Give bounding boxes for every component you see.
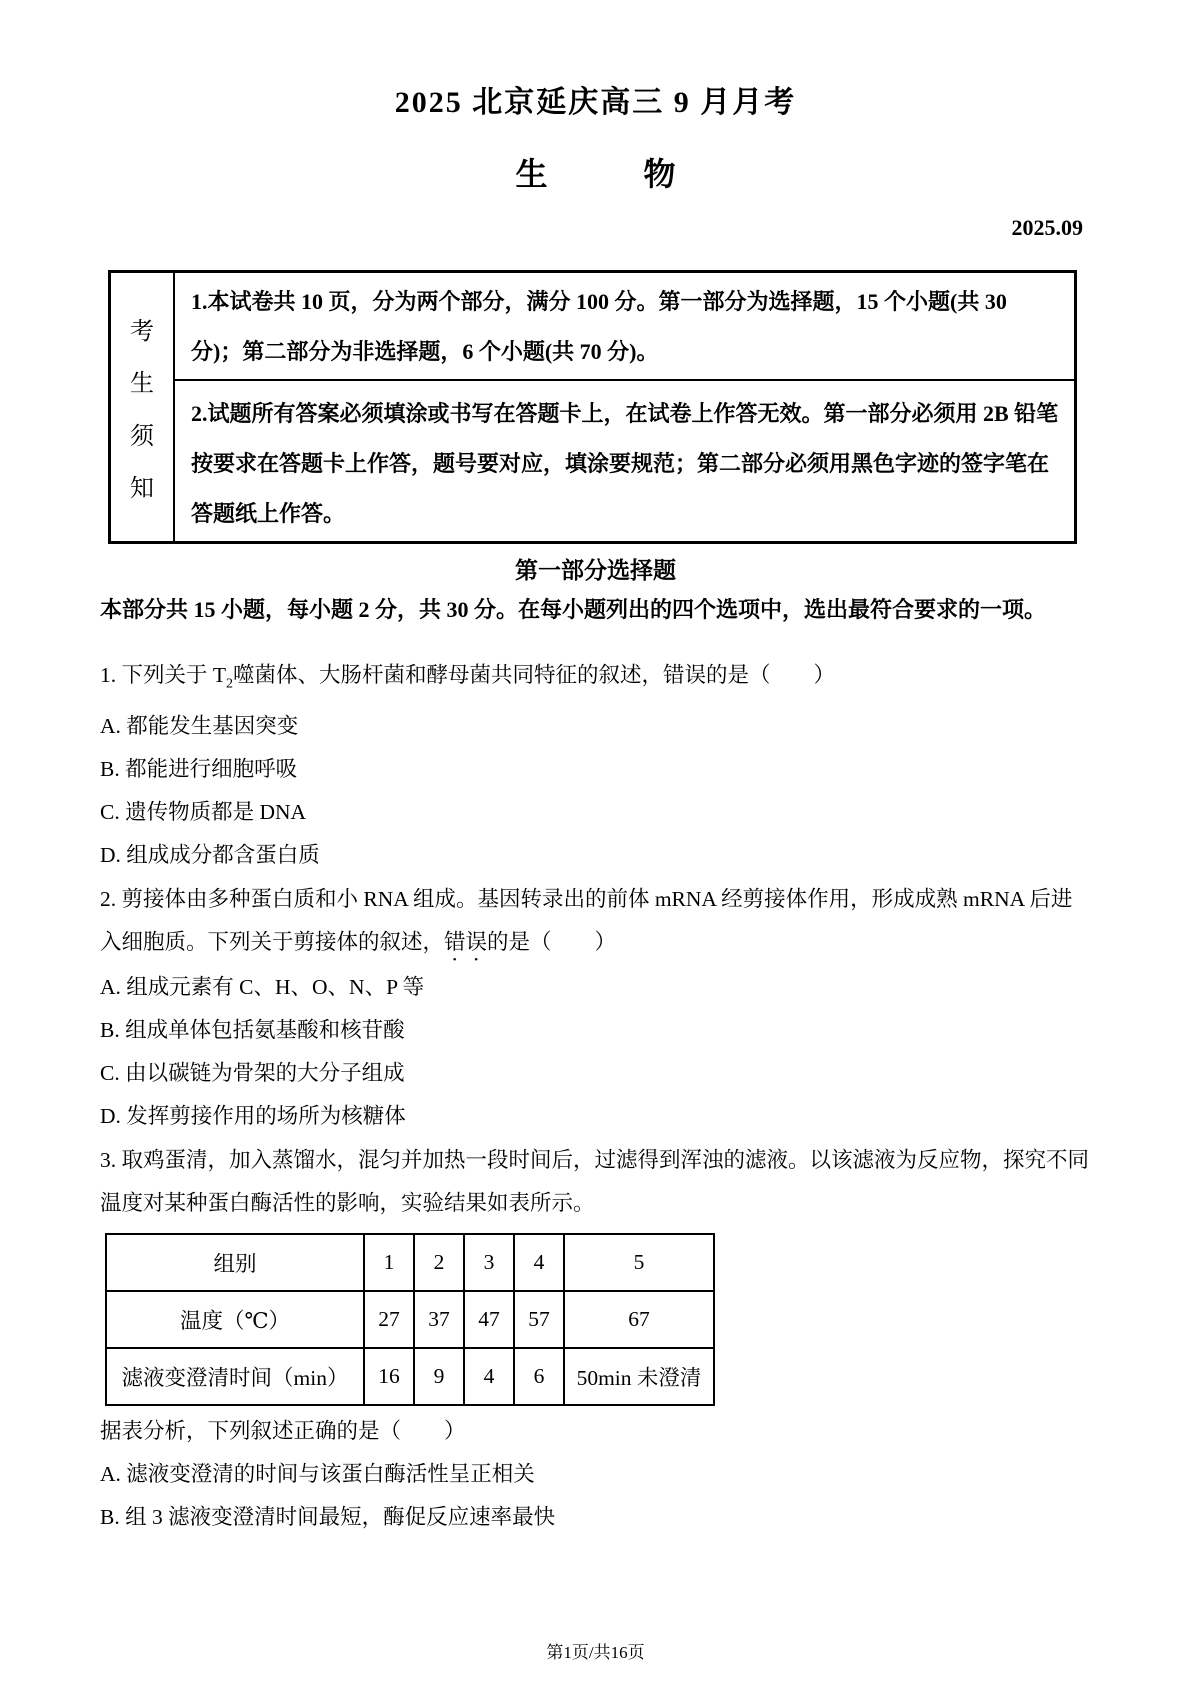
table-cell: 1: [364, 1234, 414, 1291]
footer-page-number: 第1页/共16页: [546, 1643, 645, 1662]
table-cell: 5: [564, 1234, 714, 1291]
table-cell: 4: [514, 1234, 564, 1291]
q2-stem-emphasized-text: 错误: [444, 930, 488, 955]
q1-option-a: A. 都能发生基因突变: [100, 714, 299, 739]
part1-heading: 第一部分选择题: [515, 558, 676, 583]
q1-option-c: C. 遗传物质都是 DNA: [100, 800, 307, 825]
table-cell: 3: [464, 1234, 514, 1291]
q2-stem-text: 2. 剪接体由多种蛋白质和小 RNA 组成。基因转录出的前体 mRNA 经剪接体作用，形成成熟 mRNA 后进入细胞质。下列关于剪接体的叙述，: [100, 887, 1073, 955]
question-3-stem: 3. 取鸡蛋清，加入蒸馏水，混匀并加热一段时间后，过滤得到浑浊的滤液。以该滤液为反应物，探究不同温度对某种蛋白酶活性的影响，实验结果如表所示。: [100, 1148, 1090, 1216]
table-cell: 37: [414, 1291, 464, 1348]
notice-side-char: 生: [130, 371, 154, 398]
q1-option-d: D. 组成成分都含蛋白质: [100, 843, 320, 868]
notice-main: [175, 273, 1074, 541]
notice-item-1: 1.本试卷共 10 页，分为两个部分，满分 100 分。第一部分为选择题，15 个小题(共 30 分)；第二部分为非选择题，6 个小题(共 70 分)。: [175, 273, 1074, 381]
q1-option-b: B. 都能进行细胞呼吸: [100, 757, 298, 782]
q1-stem-text: 噬菌体、大肠杆菌和酵母菌共同特征的叙述，错误的是（ ）: [233, 663, 836, 687]
subject-title: [100, 154, 1091, 194]
q3-option-a: A. 滤液变澄清的时间与该蛋白酶活性呈正相关: [100, 1462, 535, 1487]
q2-option-a: A. 组成元素有 C、H、O、N、P 等: [100, 975, 425, 1000]
notice-side-char: 考: [130, 318, 154, 345]
q2-option-c: C. 由以碳链为骨架的大分子组成: [100, 1061, 405, 1086]
question-2-stem: [100, 878, 1091, 966]
q2-option-b: B. 组成单体包括氨基酸和核苷酸: [100, 1018, 405, 1043]
q2-option-d: D. 发挥剪接作用的场所为核糖体: [100, 1104, 406, 1129]
table-cell: 27: [364, 1291, 414, 1348]
table-row-group: [106, 1234, 714, 1291]
table-cell: 4: [464, 1348, 514, 1405]
results-table: [105, 1233, 715, 1406]
notice-side-label: [111, 273, 175, 541]
table-cell: 50min 未澄清: [564, 1348, 714, 1405]
subject-char-right: 物: [643, 156, 676, 192]
table-cell: 组别: [106, 1234, 364, 1291]
q1-stem-text: 1. 下列关于 T: [100, 663, 227, 687]
part1-intro: 本部分共 15 小题，每小题 2 分，共 30 分。在每小题列出的四个选项中，选出最符合要求的一项。: [100, 597, 1047, 622]
notice-item-2: 2.试题所有答案必须填涂或书写在答题卡上，在试卷上作答无效。第一部分必须用 2B 铅笔按要求在答题卡上作答，题号要对应，填涂要规范；第二部分必须用黑色字迹的签字笔在答题纸上作答。: [191, 401, 1059, 526]
table-cell: 57: [514, 1291, 564, 1348]
notice-box: [108, 270, 1077, 544]
question-1-stem: [100, 654, 1091, 705]
table-cell: 47: [464, 1291, 514, 1348]
q1-stem-subscript: 2: [226, 676, 234, 692]
table-cell: 6: [514, 1348, 564, 1405]
subject-char-left: 生: [515, 156, 548, 192]
table-row-temperature: [106, 1291, 714, 1348]
table-cell: 温度（℃）: [106, 1291, 364, 1348]
table-cell: 16: [364, 1348, 414, 1405]
table-cell: 滤液变澄清时间（min）: [106, 1348, 364, 1405]
table-cell: 2: [414, 1234, 464, 1291]
table-row-clearing-time: [106, 1348, 714, 1405]
exam-date: 2025.09: [1011, 215, 1083, 240]
notice-side-char: 须: [130, 423, 154, 450]
q2-stem-text: 的是（ ）: [487, 930, 617, 955]
table-cell: 9: [414, 1348, 464, 1405]
exam-title: 2025 北京延庆高三 9 月月考: [394, 86, 797, 119]
notice-side-char: 知: [130, 476, 154, 503]
q3-post-table-text: 据表分析，下列叙述正确的是（ ）: [100, 1419, 466, 1444]
q3-option-b: B. 组 3 滤液变澄清时间最短，酶促反应速率最快: [100, 1505, 556, 1530]
table-cell: 67: [564, 1291, 714, 1348]
